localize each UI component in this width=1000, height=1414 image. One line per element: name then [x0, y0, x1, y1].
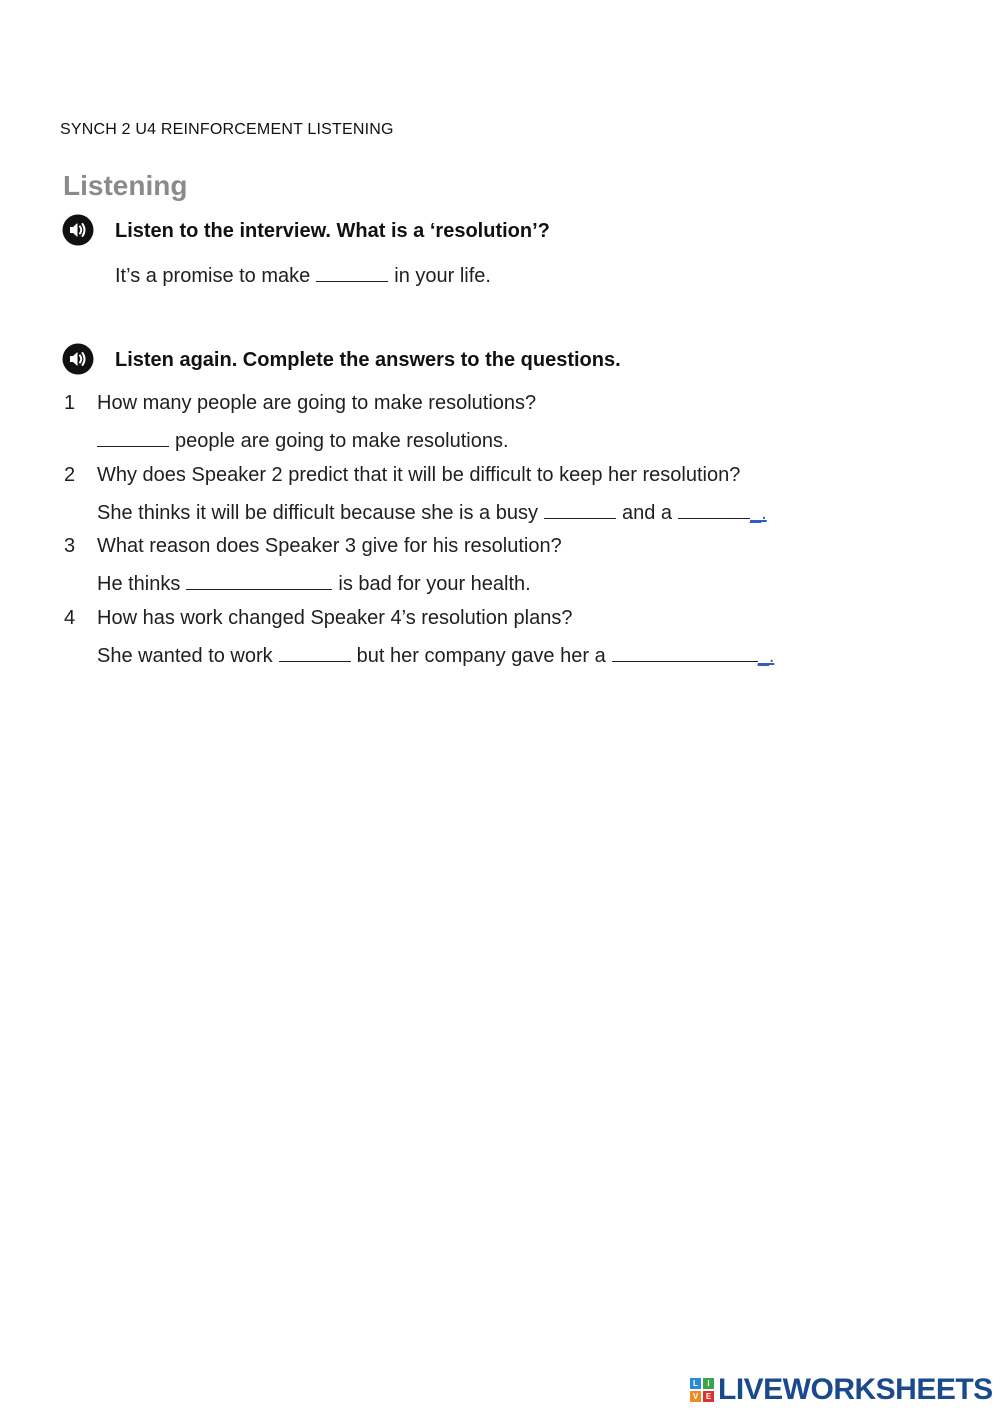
worksheet-title: SYNCH 2 U4 REINFORCEMENT LISTENING	[60, 121, 394, 138]
answer-end: _.	[750, 502, 767, 524]
liveworksheets-logo-icon: L I V E	[690, 1378, 714, 1402]
item-number: 3	[64, 535, 76, 557]
exercise1-answer	[115, 263, 491, 288]
answer-blank[interactable]	[544, 500, 616, 519]
answer-blank[interactable]	[186, 571, 332, 590]
answer-text: is bad for your health.	[338, 573, 531, 595]
liveworksheets-logo-text: LIVEWORKSHEETS	[718, 1373, 993, 1406]
answer-blank[interactable]	[612, 643, 758, 662]
item-answer	[97, 571, 531, 596]
answer-text: but her company gave her a	[356, 645, 606, 667]
item-answer	[97, 643, 774, 668]
answer-text: in your life.	[394, 265, 491, 287]
answer-text: She wanted to work	[97, 645, 273, 667]
item-question: How has work changed Speaker 4’s resolution plans?	[97, 607, 573, 629]
exercise2-instruction: Listen again. Complete the answers to the questions.	[115, 349, 621, 371]
item-question: What reason does Speaker 3 give for his resolution?	[97, 535, 562, 557]
item-answer	[97, 500, 767, 525]
answer-blank[interactable]	[678, 500, 750, 519]
audio-speaker-icon[interactable]	[62, 214, 94, 246]
audio-speaker-icon[interactable]	[62, 343, 94, 375]
section-heading: Listening	[63, 170, 188, 201]
exercise1-instruction: Listen to the interview. What is a ‘resolution’?	[115, 220, 550, 242]
answer-text: people are going to make resolutions.	[175, 430, 509, 452]
item-number: 2	[64, 464, 76, 486]
answer-text: She thinks it will be difficult because she is a busy	[97, 502, 538, 524]
answer-end: _.	[757, 645, 775, 667]
item-number: 1	[64, 392, 76, 414]
answer-blank[interactable]	[279, 643, 351, 662]
item-answer	[97, 428, 509, 453]
answer-blank[interactable]	[97, 428, 169, 447]
item-question: How many people are going to make resolutions?	[97, 392, 537, 414]
answer-text: It’s a promise to make	[115, 265, 311, 287]
liveworksheets-logo	[690, 1373, 993, 1407]
answer-text: He thinks	[97, 573, 181, 595]
item-question: Why does Speaker 2 predict that it will be difficult to keep her resolution?	[97, 464, 741, 486]
answer-text: and a	[621, 502, 673, 524]
item-number: 4	[64, 607, 76, 629]
answer-blank[interactable]	[316, 263, 388, 282]
